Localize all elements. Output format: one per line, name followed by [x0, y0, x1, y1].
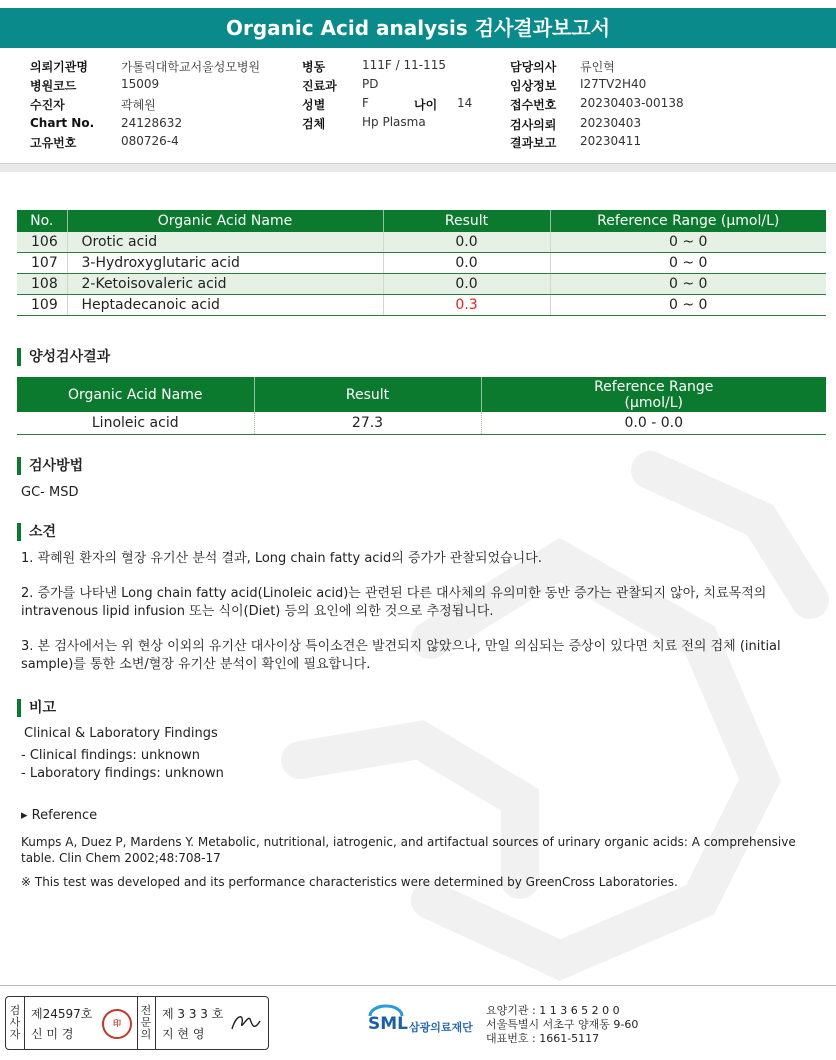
- chart-no-value: 24128632: [121, 116, 183, 130]
- row-result-abnormal: 0.3: [383, 295, 550, 316]
- remarks-line-2: - Clinical findings: unknown: [21, 748, 200, 763]
- tester-name: 신 미 경: [31, 1027, 74, 1041]
- signature-box: [5, 996, 269, 1050]
- row-no: 109: [17, 295, 67, 316]
- row-result: 0.0: [383, 232, 550, 253]
- row-name: Orotic acid: [67, 232, 383, 253]
- phone-number: 대표번호 : 1661-5117: [486, 1032, 600, 1045]
- pos-row-result: 27.3: [254, 412, 481, 435]
- row-name: Heptadecanoic acid: [67, 295, 383, 316]
- address-line: 서울특별시 서초구 양재동 9-60: [486, 1018, 639, 1031]
- result-report-value: 20230411: [580, 134, 642, 148]
- row-reference: 0 ~ 0: [550, 253, 826, 274]
- clinical-info-value: I27TV2H40: [580, 77, 647, 91]
- seal-stamp-icon: 印: [102, 1009, 132, 1039]
- row-no: 106: [17, 232, 67, 253]
- doctor-label: 담당의사: [510, 60, 557, 74]
- chart-no-label: Chart No.: [30, 116, 95, 130]
- test-request-label: 검사의뢰: [510, 118, 557, 132]
- hospital-code-label: 병원코드: [30, 79, 77, 93]
- department-value: PD: [362, 77, 379, 91]
- signature-icon: [228, 1009, 262, 1037]
- reference-citation-a: Kumps A, Duez P, Mardens Y. Metabolic, nutritional, iatrogenic, and artifactual sources of urinary organic acids: A comprehensive: [21, 835, 796, 849]
- tester-license-no: 제24597호: [31, 1007, 93, 1021]
- reference-note: ※ This test was developed and its performance characteristics were determined by GreenCross Laboratories.: [21, 875, 678, 889]
- row-result: 0.0: [383, 274, 550, 295]
- method-heading: 검사방법: [17, 457, 83, 475]
- table-row: [17, 295, 826, 316]
- opinion-paragraph-3a: 3. 본 검사에서는 위 현상 이외의 유기산 대사이상 특이소견은 발견되지 않았으나, 만일 의심되는 증상이 있다면 치료 전의 검체 (initial: [21, 639, 781, 654]
- opinion-heading: 소견: [17, 523, 56, 541]
- box-divider: [24, 997, 25, 1049]
- remarks-heading: 비고: [17, 699, 56, 717]
- row-name: 2-Ketoisovaleric acid: [67, 274, 383, 295]
- institution-code: 요양기관 : 1 1 3 6 5 2 0 0: [486, 1004, 620, 1017]
- opinion-paragraph-3b: sample)를 통한 소변/혈장 유기산 분석이 확인에 필요합니다.: [21, 657, 371, 672]
- row-reference: 0 ~ 0: [550, 295, 826, 316]
- footer-address: [486, 1004, 638, 1046]
- recipient-label: 수진자: [30, 98, 65, 112]
- pos-header-reference: [481, 377, 826, 412]
- col-header-reference: Reference Range (μmol/L): [550, 210, 826, 232]
- pos-header-reference-line1: Reference Range: [594, 378, 714, 395]
- row-reference: 0 ~ 0: [550, 274, 826, 295]
- pos-header-reference-line2: (μmol/L): [624, 394, 683, 411]
- tester-label: 검사자: [9, 1004, 21, 1041]
- doctor-value: 류인혁: [580, 60, 615, 74]
- institution-label: 의뢰기관명: [30, 60, 88, 74]
- pos-row-reference: 0.0 - 0.0: [481, 412, 826, 435]
- reference-citation-b: table. Clin Chem 2002;48:708-17: [21, 851, 221, 865]
- test-request-value: 20230403: [580, 116, 642, 130]
- specialist-name: 지 현 영: [162, 1027, 205, 1041]
- age-value: 14: [457, 96, 473, 110]
- col-header-result: Result: [383, 210, 550, 232]
- patient-info: [0, 56, 836, 164]
- table-row: [17, 253, 826, 274]
- result-report-label: 결과보고: [510, 136, 557, 150]
- row-reference: 0 ~ 0: [550, 232, 826, 253]
- clinical-info-label: 임상정보: [510, 79, 557, 93]
- age-label: 나이: [414, 98, 438, 112]
- opinion-paragraph-2b: intravenous lipid infusion 또는 식이(Diet) 등의 요인에 의한 것으로 추정됩니다.: [21, 604, 494, 619]
- ward-label: 병동: [302, 60, 326, 74]
- col-header-no: No.: [17, 210, 67, 232]
- pos-header-result: Result: [254, 377, 481, 412]
- box-divider: [155, 997, 156, 1049]
- col-header-name: Organic Acid Name: [67, 210, 383, 232]
- opinion-paragraph-2a: 2. 증가를 나타낸 Long chain fatty acid(Linoleic acid)는 관련된 다른 대사체의 유의미한 동반 증가는 관찰되지 않아, 치료목적의: [21, 586, 767, 601]
- specimen-label: 검체: [302, 117, 326, 131]
- sml-logo-text: SML: [368, 1014, 408, 1034]
- receipt-no-value: 20230403-00138: [580, 96, 684, 110]
- ward-value: 111F / 11-115: [362, 58, 446, 72]
- department-label: 진료과: [302, 79, 337, 93]
- report-title: Organic Acid analysis 검사결과보고서: [0, 8, 836, 48]
- institution-value: 가톨릭대학교서울성모병원: [121, 60, 261, 74]
- table-row: [17, 412, 826, 435]
- header-separator: [0, 163, 836, 172]
- positive-results-heading: 양성검사결과: [17, 348, 110, 366]
- remarks-line-3: - Laboratory findings: unknown: [21, 766, 224, 781]
- reference-heading: ▸ Reference: [21, 808, 98, 823]
- specimen-value: Hp Plasma: [362, 115, 426, 129]
- sex-value: F: [362, 96, 369, 110]
- sml-foundation-name: 삼광의료재단: [409, 1021, 473, 1034]
- table-row: [17, 274, 826, 295]
- pos-header-name: Organic Acid Name: [17, 377, 254, 412]
- receipt-no-label: 접수번호: [510, 98, 557, 112]
- remarks-line-1: Clinical & Laboratory Findings: [24, 726, 218, 741]
- sex-label: 성별: [302, 98, 326, 112]
- row-result: 0.0: [383, 253, 550, 274]
- specialist-label: 전문의: [140, 1004, 152, 1041]
- unique-no-label: 고유번호: [30, 136, 77, 150]
- hospital-code-value: 15009: [121, 77, 160, 91]
- row-no: 107: [17, 253, 67, 274]
- organic-acid-table: [17, 210, 826, 316]
- opinion-paragraph-1: 1. 곽혜원 환자의 혈장 유기산 분석 결과, Long chain fatty acid의 증가가 관찰되었습니다.: [21, 551, 542, 566]
- table-row: [17, 232, 826, 253]
- footer-divider: [0, 985, 836, 986]
- positive-results-table: [17, 377, 826, 435]
- row-no: 108: [17, 274, 67, 295]
- method-text: GC- MSD: [21, 485, 79, 500]
- row-name: 3-Hydroxyglutaric acid: [67, 253, 383, 274]
- unique-no-value: 080726-4: [121, 134, 179, 148]
- specialist-license-no: 제 3 3 3 호: [162, 1007, 224, 1021]
- pos-row-name: Linoleic acid: [17, 412, 254, 435]
- recipient-value: 곽혜원: [121, 98, 156, 112]
